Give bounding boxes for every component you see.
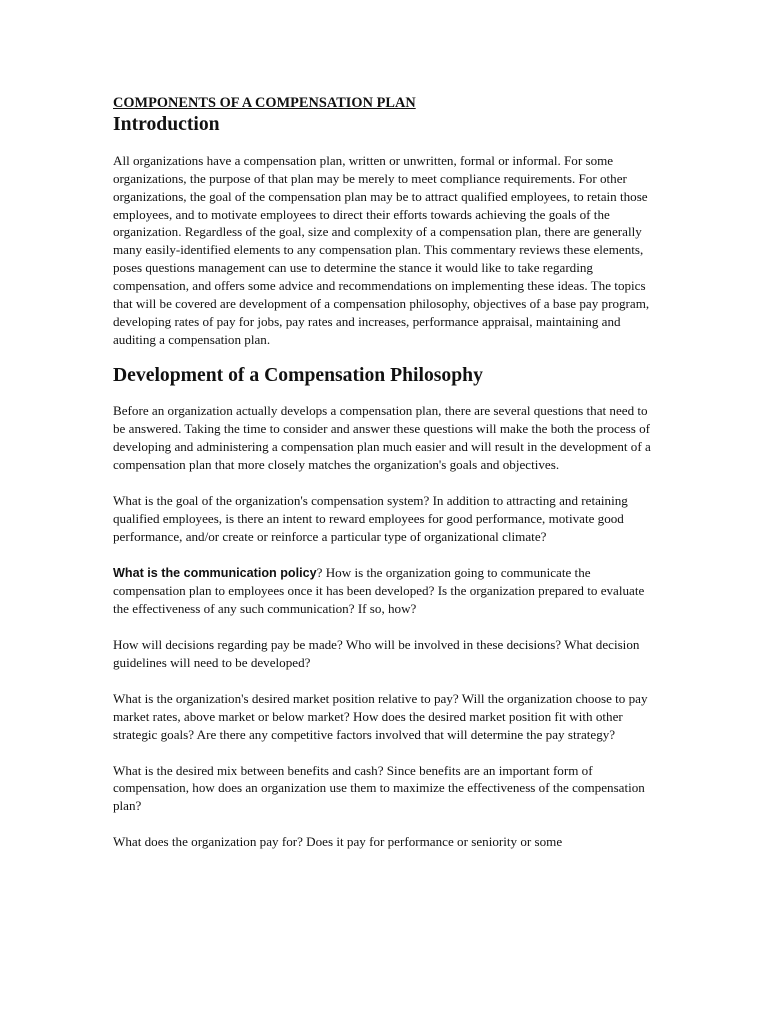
mix-question-paragraph: What is the desired mix between benefits and cash? Since benefits are an important form of compensation, how does an organization use them to maximize the effectiveness of the compensation plan? xyxy=(113,762,645,814)
communication-question-paragraph xyxy=(113,564,658,619)
introduction-paragraph: All organizations have a compensation plan, written or unwritten, formal or informal. For some organizations, the purpose of that plan may be merely to meet compliance requirements. For other organizations, the goal of the compensation plan may be to attract qualified employees, to retain those employees, and to motivate employees to direct their efforts towards achieving the goals of the organization. Regardless of the goal, size and complexity of a compensation plan, there are generally many easily-identified elements to any compensation plan. This commentary reviews these elements, poses questions management can use to determine the stance it would like to take regarding compensation, and offers some advice and recommendations on implementing these ideas. The topics that will be covered are development of a compensation philosophy, objectives of a base pay program, developing rates of pay for jobs, pay rates and increases, performance appraisal, maintaining and auditing a compensation plan. xyxy=(113,152,650,347)
document-page xyxy=(113,94,658,851)
document-title: COMPONENTS OF A COMPENSATION PLAN xyxy=(113,95,416,111)
introduction-heading: Introduction xyxy=(113,113,220,135)
goal-question-paragraph: What is the goal of the organization's compensation system? In addition to attracting and retaining qualified employees, is there an intent to reward employees for good performance, motivate good performance, and/or create or reinforce a particular type of organizational climate? xyxy=(113,492,628,544)
pay-for-question-paragraph: What does the organization pay for? Does it pay for performance or seniority or some xyxy=(113,834,563,850)
decisions-question-paragraph: How will decisions regarding pay be made? Who will be involved in these decisions? What decision guidelines will need to be developed? xyxy=(113,637,640,671)
philosophy-heading: Development of a Compensation Philosophy xyxy=(113,363,483,386)
communication-question-text: ? How is the organization going to communicate the compensation plan to employees once it has been developed? Is the organization prepared to evaluate the effectiveness of any such communication? If so, how? xyxy=(113,564,645,617)
communication-policy-lead: What is the communication policy xyxy=(113,565,317,580)
philosophy-intro-paragraph: Before an organization actually develops a compensation plan, there are several questions that need to be answered. Taking the time to consider and answer these questions will make the both the process of developing and administering a compensation plan much easier and will result in the development of a compensation plan that more closely matches the organization's goals and objectives. xyxy=(113,403,651,473)
market-question-paragraph: What is the organization's desired market position relative to pay? Will the organization choose to pay market rates, above market or below market? How does the desired market position fit with other strategic goals? Are there any competitive factors involved that will determine the pay strategy? xyxy=(113,690,648,742)
